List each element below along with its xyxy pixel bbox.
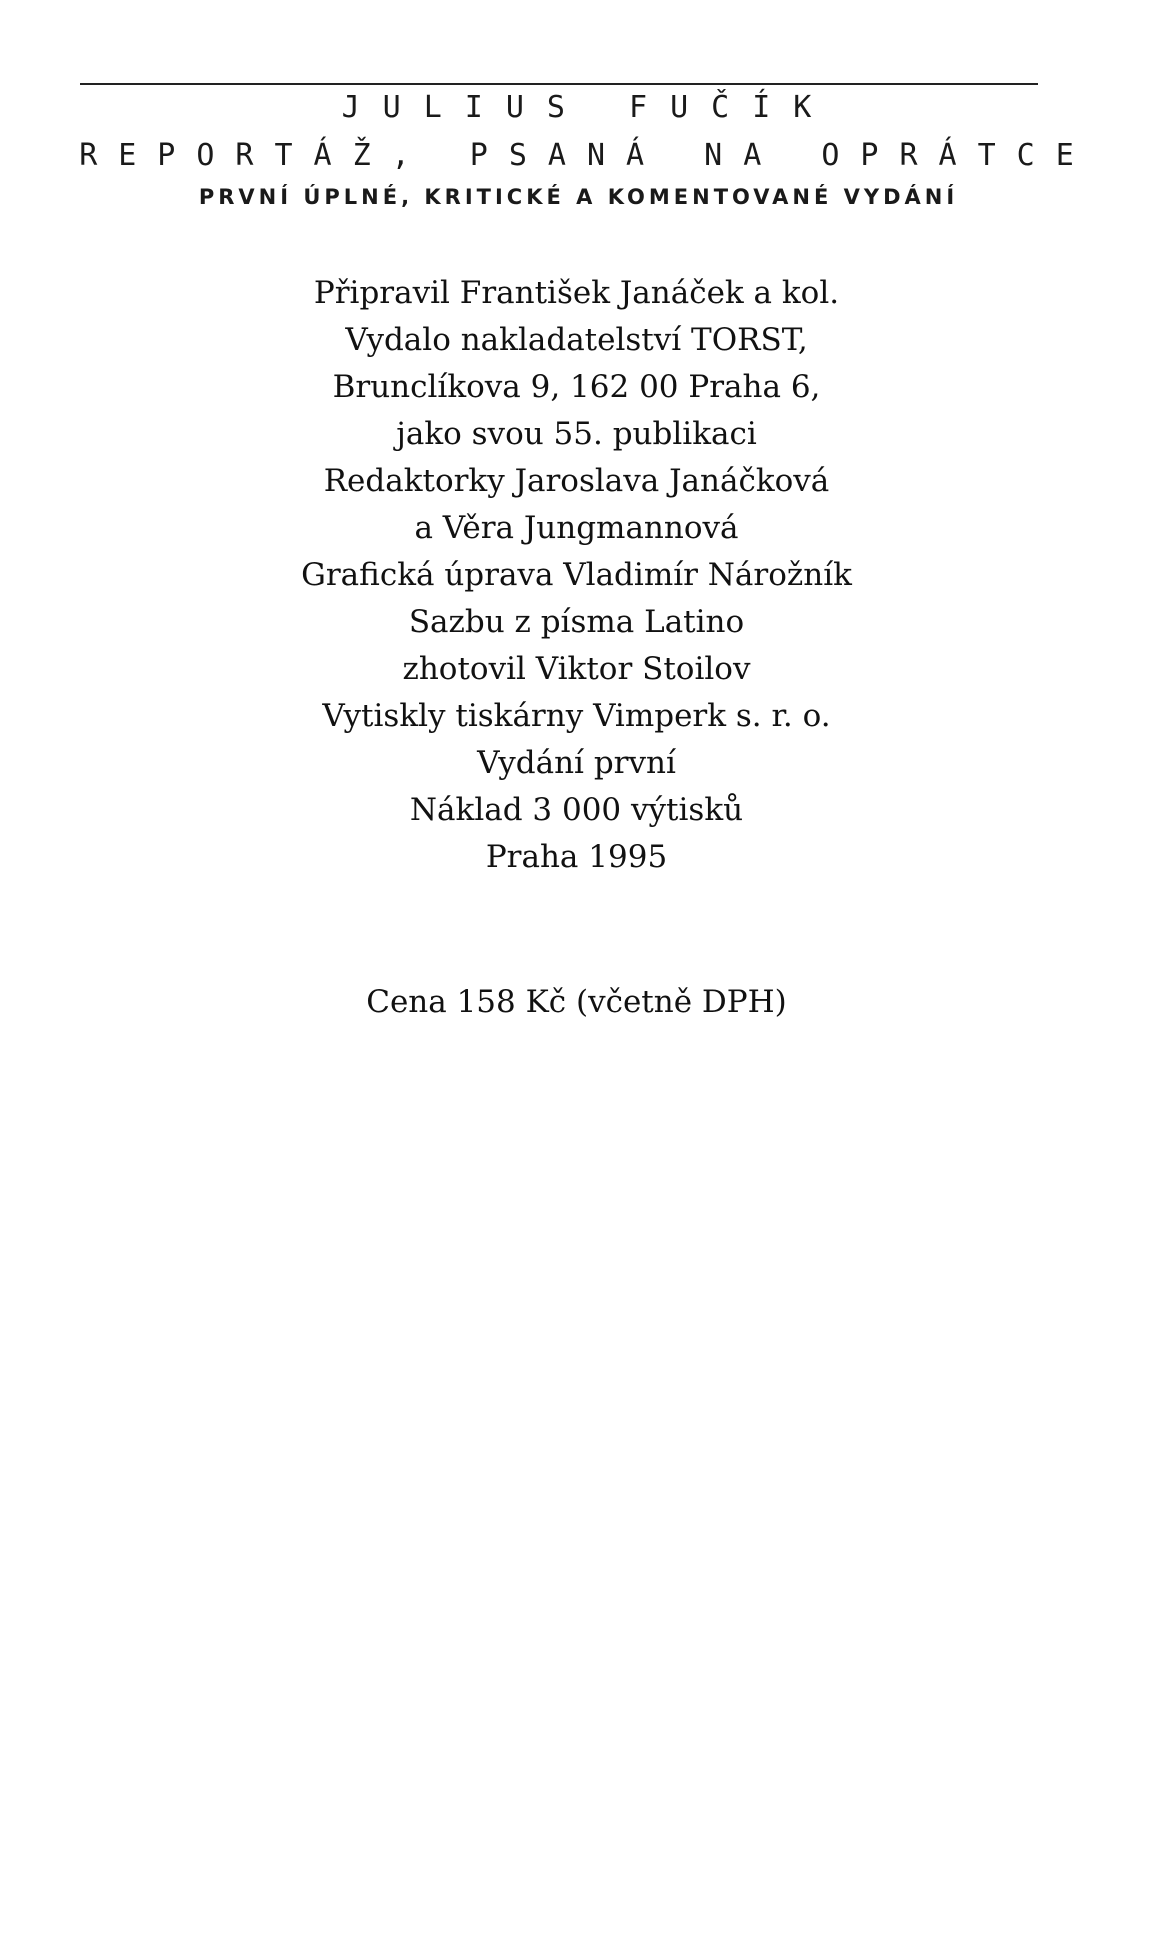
imprint-line: zhotovil Viktor Stoilov [402, 651, 751, 687]
imprint-line: jako svou 55. publikaci [396, 416, 757, 452]
imprint-line: Vytiskly tiskárny Vimperk s. r. o. [322, 698, 831, 734]
imprint-line: Redaktorky Jaroslava Janáčková [323, 463, 830, 499]
imprint-line: Vydání první [477, 745, 676, 781]
imprint-line: Připravil František Janáček a kol. [313, 275, 840, 311]
author-name: JULIUS FUČÍK [341, 90, 835, 125]
book-title: REPORTÁŽ, PSANÁ NA OPRÁTCE [79, 138, 1095, 173]
imprint-line: Brunclíkova 9, 162 00 Praha 6, [332, 369, 821, 405]
edition-subtitle: PRVNÍ ÚPLNÉ, KRITICKÉ A KOMENTOVANÉ VYDÁNÍ [198, 185, 959, 209]
imprint-line: Vydalo nakladatelství TORST, [345, 322, 808, 358]
imprint-line: Sazbu z písma Latino [408, 604, 745, 640]
imprint-line: a Věra Jungmannová [414, 510, 739, 546]
imprint-line: Praha 1995 [485, 839, 668, 875]
imprint-line: Náklad 3 000 výtisků [409, 792, 744, 828]
imprint-line: Grafická úprava Vladimír Nárožník [301, 557, 852, 593]
top-rule [80, 83, 1038, 85]
imprint-block [0, 270, 1153, 881]
price-line: Cena 158 Kč (včetně DPH) [366, 984, 787, 1020]
